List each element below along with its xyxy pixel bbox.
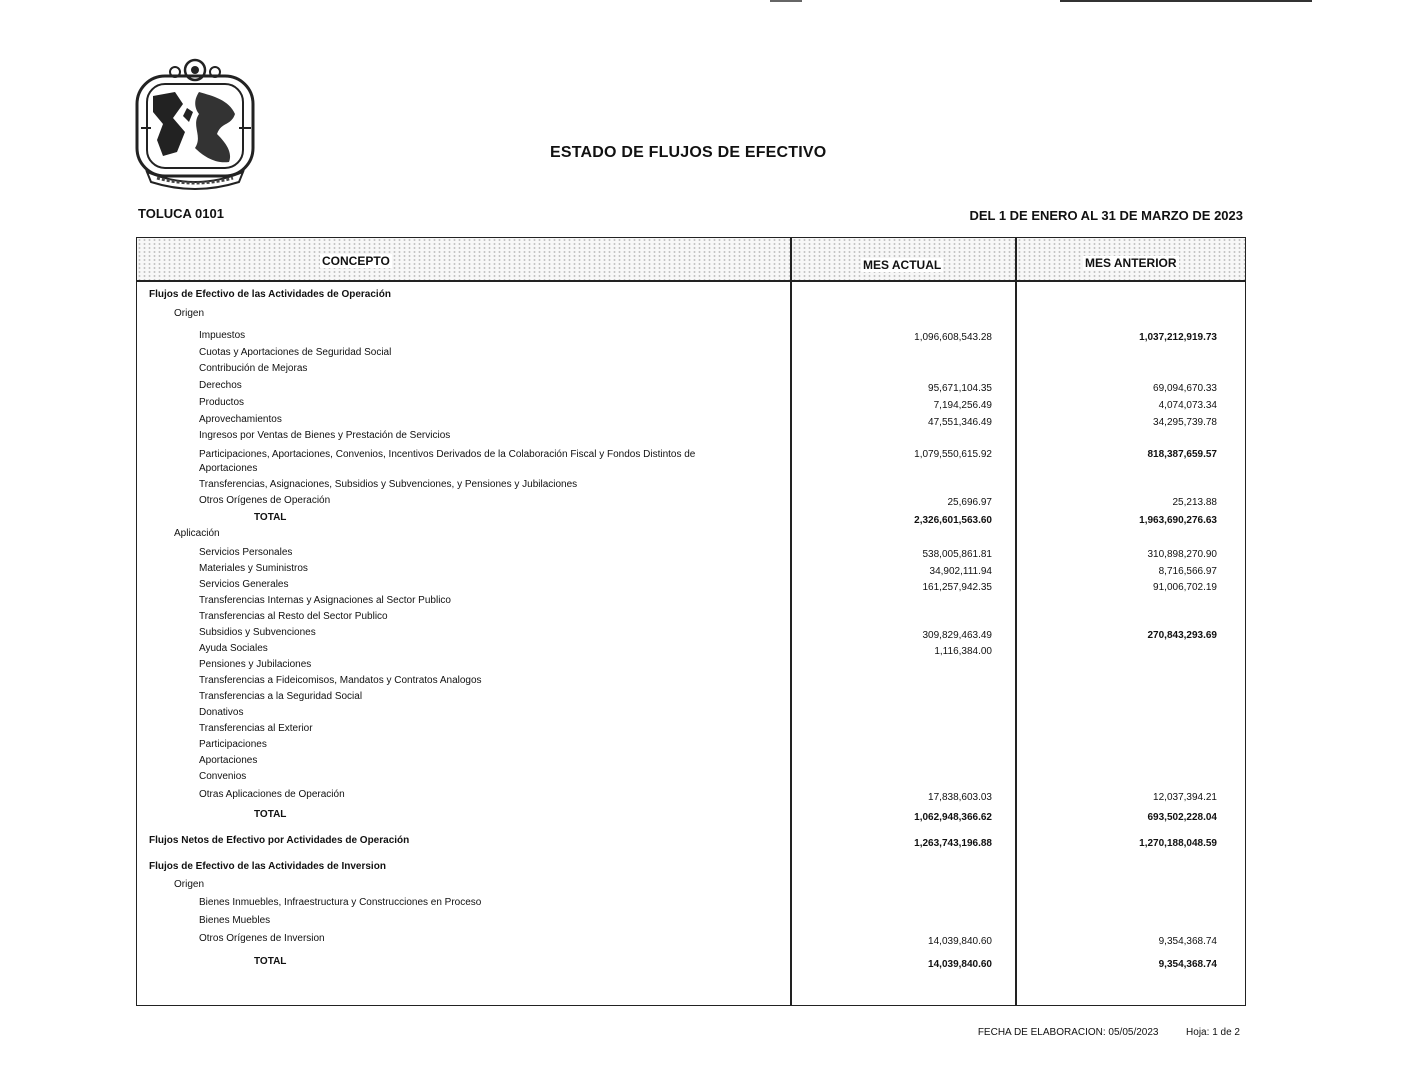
- row-label: Flujos de Efectivo de las Actividades de Operación: [149, 289, 391, 300]
- row-previous-value: 34,295,739.78: [1153, 417, 1217, 428]
- row-label: Transferencias, Asignaciones, Subsidios y Subvenciones, y Pensiones y Jubilaciones: [199, 479, 578, 490]
- row-label: Flujos de Efectivo de las Actividades de Inversion: [149, 861, 386, 872]
- report-period: DEL 1 DE ENERO AL 31 DE MARZO DE 2023: [969, 208, 1243, 223]
- row-current-value: 17,838,603.03: [928, 792, 992, 803]
- row-label: Pensiones y Jubilaciones: [199, 659, 312, 670]
- row-current-value: 1,079,550,615.92: [914, 449, 992, 460]
- row-label: Bienes Inmuebles, Infraestructura y Construcciones en Proceso: [199, 897, 482, 908]
- row-label: TOTAL: [254, 956, 287, 967]
- row-label: Participaciones: [199, 739, 267, 750]
- row-previous-value: 4,074,073.34: [1158, 400, 1217, 411]
- row-label: Aportaciones: [199, 755, 258, 766]
- row-current-value: 7,194,256.49: [933, 400, 992, 411]
- report-title: ESTADO DE FLUJOS DE EFECTIVO: [550, 144, 827, 161]
- column-divider: [1015, 237, 1017, 1006]
- row-previous-value: 9,354,368.74: [1158, 959, 1217, 970]
- row-label: Transferencias al Exterior: [199, 723, 313, 734]
- row-label: Servicios Generales: [199, 579, 289, 590]
- row-label: Origen: [174, 879, 205, 890]
- page-number: 1 de 2: [1212, 1027, 1240, 1038]
- row-current-value: 34,902,111.94: [929, 566, 992, 577]
- row-label: Subsidios y Subvenciones: [199, 627, 316, 638]
- row-previous-value: 25,213.88: [1172, 497, 1217, 508]
- row-label: Convenios: [199, 771, 247, 782]
- row-label: Aprovechamientos: [199, 414, 282, 425]
- row-label: Flujos Netos de Efectivo por Actividades de Operación: [149, 835, 410, 846]
- column-header-previous: MES ANTERIOR: [1085, 256, 1177, 270]
- row-previous-value: 69,094,670.33: [1153, 383, 1217, 394]
- row-label: Otras Aplicaciones de Operación: [199, 789, 345, 800]
- row-previous-value: 818,387,659.57: [1147, 449, 1217, 460]
- row-previous-value: 91,006,702.19: [1153, 582, 1217, 593]
- row-previous-value: 1,963,690,276.63: [1139, 515, 1217, 526]
- row-current-value: 14,039,840.60: [928, 959, 992, 970]
- row-label: Donativos: [199, 707, 244, 718]
- column-header-concept: CONCEPTO: [322, 254, 390, 268]
- row-current-value: 309,829,463.49: [922, 630, 992, 641]
- row-label: Bienes Muebles: [199, 915, 271, 926]
- row-label: Materiales y Suministros: [199, 563, 308, 574]
- row-label: Origen: [174, 308, 205, 319]
- row-current-value: 2,326,601,563.60: [914, 515, 992, 526]
- row-current-value: 1,096,608,543.28: [914, 332, 992, 343]
- row-label: Impuestos: [199, 330, 246, 341]
- row-current-value: 1,116,384.00: [934, 646, 992, 657]
- row-label: Ayuda Sociales: [199, 643, 268, 654]
- row-label: Otros Orígenes de Inversion: [199, 933, 325, 944]
- row-label: Participaciones, Aportaciones, Convenios, Incentivos Derivados de la Colaboración Fiscal y Fondos Distintos de Aportaciones: [199, 449, 696, 474]
- municipal-seal: [133, 56, 257, 192]
- row-previous-value: 1,037,212,919.73: [1139, 332, 1217, 343]
- page-label: Hoja:: [1186, 1027, 1210, 1038]
- row-label: Transferencias Internas y Asignaciones al Sector Publico: [199, 595, 451, 606]
- column-header-current: MES ACTUAL: [863, 258, 942, 272]
- row-label: Aplicación: [174, 528, 220, 539]
- row-label: Transferencias a la Seguridad Social: [199, 691, 363, 702]
- footer: [978, 1027, 1240, 1038]
- row-label: Otros Orígenes de Operación: [199, 495, 331, 506]
- row-label: Transferencias a Fideicomisos, Mandatos y Contratos Analogos: [199, 675, 482, 686]
- row-label: Productos: [199, 397, 245, 408]
- row-label: TOTAL: [254, 512, 287, 523]
- row-previous-value: 12,037,394.21: [1153, 792, 1217, 803]
- row-label: Derechos: [199, 380, 242, 391]
- column-divider: [790, 237, 792, 1006]
- row-current-value: 1,263,743,196.88: [914, 838, 992, 849]
- row-current-value: 25,696.97: [947, 497, 992, 508]
- row-label: Ingresos por Ventas de Bienes y Prestación de Servicios: [199, 430, 451, 441]
- row-previous-value: 693,502,228.04: [1147, 812, 1217, 823]
- row-label: Contribución de Mejoras: [199, 363, 308, 374]
- row-current-value: 1,062,948,366.62: [914, 812, 992, 823]
- table-header: [137, 238, 1245, 282]
- elaboration-date: 05/05/2023: [1108, 1027, 1159, 1038]
- entity-code: TOLUCA 0101: [138, 206, 224, 221]
- row-label: Servicios Personales: [199, 547, 293, 558]
- row-current-value: 14,039,840.60: [928, 936, 992, 947]
- row-previous-value: 270,843,293.69: [1147, 630, 1217, 641]
- row-previous-value: 8,716,566.97: [1158, 566, 1217, 577]
- row-previous-value: 1,270,188,048.59: [1139, 838, 1217, 849]
- scan-line: [1060, 0, 1312, 2]
- row-label: TOTAL: [254, 809, 287, 820]
- row-current-value: 95,671,104.35: [928, 383, 992, 394]
- scan-mark: [770, 0, 802, 2]
- row-current-value: 47,551,346.49: [928, 417, 992, 428]
- row-previous-value: 9,354,368.74: [1158, 936, 1217, 947]
- row-previous-value: 310,898,270.90: [1147, 549, 1217, 560]
- elaboration-date-label: FECHA DE ELABORACION:: [977, 1027, 1106, 1038]
- row-current-value: 161,257,942.35: [922, 582, 992, 593]
- row-label: Transferencias al Resto del Sector Publico: [199, 611, 388, 622]
- row-current-value: 538,005,861.81: [922, 549, 992, 560]
- row-label: Cuotas y Aportaciones de Seguridad Social: [199, 347, 392, 358]
